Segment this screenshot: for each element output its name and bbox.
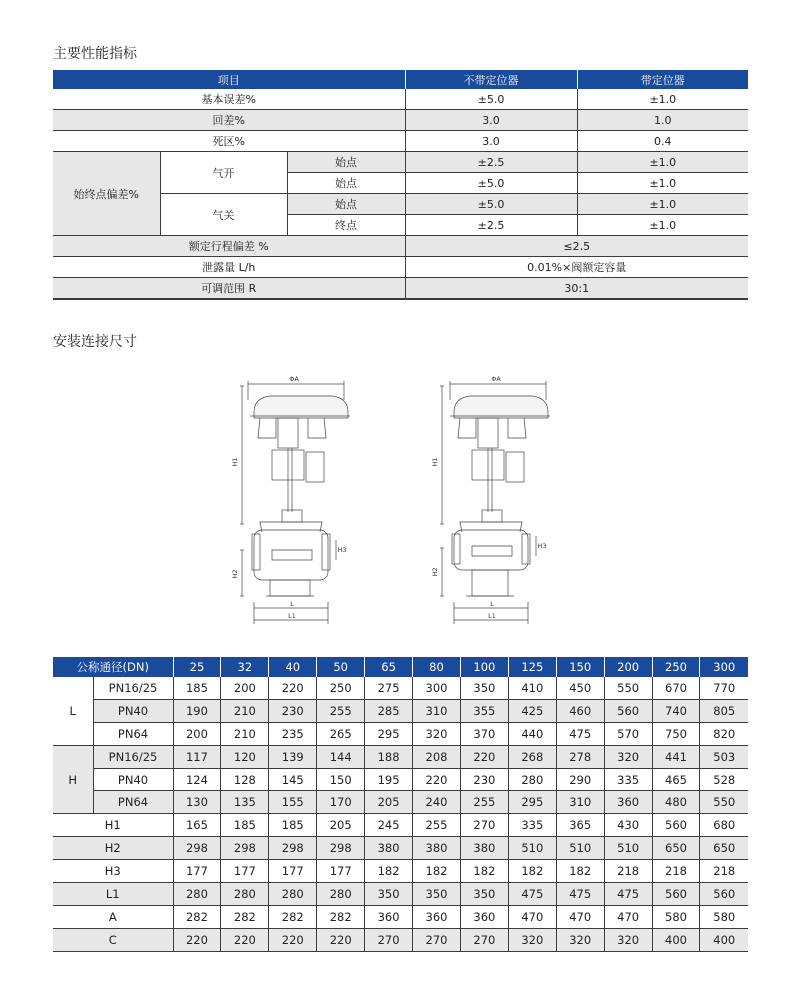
value-cell: 298 — [221, 837, 269, 860]
row-label: PN16/25 — [93, 745, 173, 768]
value-cell: 270 — [365, 928, 413, 951]
value-cell: 560 — [652, 814, 700, 837]
value-cell: 320 — [604, 745, 652, 768]
value-cell: 185 — [269, 814, 317, 837]
row-label: H2 — [53, 837, 173, 860]
table-row — [53, 722, 748, 745]
row-label: 终点 — [287, 215, 405, 236]
table-row — [53, 837, 748, 860]
value-cell: 3.0 — [405, 110, 577, 131]
value-cell: 580 — [652, 905, 700, 928]
value-cell: 280 — [269, 883, 317, 906]
l1-label: L1 — [288, 612, 296, 620]
value-cell: 220 — [173, 928, 221, 951]
value-cell: 350 — [460, 883, 508, 906]
value-cell: 310 — [556, 791, 604, 814]
value-cell: 210 — [221, 722, 269, 745]
value-cell: 220 — [317, 928, 365, 951]
value-cell: ±2.5 — [405, 152, 577, 173]
value-cell: 290 — [556, 768, 604, 791]
value-cell: 282 — [317, 905, 365, 928]
value-cell: 470 — [508, 905, 556, 928]
h1-label: H1 — [431, 457, 439, 467]
value-cell: ±1.0 — [577, 215, 748, 236]
value-cell: 270 — [460, 814, 508, 837]
table-row — [53, 814, 748, 837]
value-cell: 30:1 — [405, 278, 748, 300]
value-cell: 230 — [269, 699, 317, 722]
value-cell: 510 — [556, 837, 604, 860]
value-cell: 218 — [700, 860, 748, 883]
value-cell: 805 — [700, 699, 748, 722]
row-label: 死区% — [53, 131, 405, 152]
value-cell: 320 — [604, 928, 652, 951]
value-cell: 220 — [221, 928, 269, 951]
row-label: 额定行程偏差 % — [53, 236, 405, 257]
value-cell: 3.0 — [405, 131, 577, 152]
value-cell: 560 — [604, 699, 652, 722]
value-cell: 380 — [365, 837, 413, 860]
value-cell: 128 — [221, 768, 269, 791]
dn-cell: 250 — [652, 657, 700, 677]
dn-cell: 200 — [604, 657, 652, 677]
value-cell: 570 — [604, 722, 652, 745]
value-cell: 170 — [317, 791, 365, 814]
value-cell: 510 — [604, 837, 652, 860]
value-cell: 320 — [508, 928, 556, 951]
value-cell: 200 — [173, 722, 221, 745]
value-cell: 177 — [269, 860, 317, 883]
value-cell: 425 — [508, 699, 556, 722]
table-row — [53, 928, 748, 951]
value-cell: 670 — [652, 677, 700, 699]
value-cell: 135 — [221, 791, 269, 814]
value-cell: 680 — [700, 814, 748, 837]
value-cell: 0.01%×阀额定容量 — [405, 257, 748, 278]
value-cell: 270 — [413, 928, 461, 951]
value-cell: 750 — [652, 722, 700, 745]
value-cell: 770 — [700, 677, 748, 699]
value-cell: 320 — [413, 722, 461, 745]
value-cell: 282 — [221, 905, 269, 928]
value-cell: 280 — [173, 883, 221, 906]
value-cell: ±1.0 — [577, 89, 748, 110]
value-cell: 185 — [173, 677, 221, 699]
value-cell: 265 — [317, 722, 365, 745]
dn-cell: 150 — [556, 657, 604, 677]
value-cell: 205 — [317, 814, 365, 837]
value-cell: 550 — [700, 791, 748, 814]
value-cell: 560 — [652, 883, 700, 906]
value-cell: 465 — [652, 768, 700, 791]
row-label: PN64 — [93, 722, 173, 745]
value-cell: 298 — [173, 837, 221, 860]
value-cell: 124 — [173, 768, 221, 791]
dimensions-header-row — [53, 657, 748, 677]
value-cell: 285 — [365, 699, 413, 722]
value-cell: 182 — [460, 860, 508, 883]
value-cell: 380 — [460, 837, 508, 860]
subgroup-air-close: 气关 — [160, 194, 287, 236]
value-cell: 218 — [604, 860, 652, 883]
value-cell: ≤2.5 — [405, 236, 748, 257]
value-cell: ±5.0 — [405, 194, 577, 215]
value-cell: ±1.0 — [577, 173, 748, 194]
value-cell: 280 — [317, 883, 365, 906]
value-cell: 360 — [413, 905, 461, 928]
subgroup-air-open: 气开 — [160, 152, 287, 194]
value-cell: 255 — [460, 791, 508, 814]
value-cell: 235 — [269, 722, 317, 745]
value-cell: 650 — [700, 837, 748, 860]
value-cell: 210 — [221, 699, 269, 722]
value-cell: 240 — [413, 791, 461, 814]
dn-cell: 32 — [221, 657, 269, 677]
value-cell: 470 — [604, 905, 652, 928]
table-row — [53, 131, 748, 152]
value-cell: 200 — [221, 677, 269, 699]
value-cell: 195 — [365, 768, 413, 791]
value-cell: 440 — [508, 722, 556, 745]
header-item: 项目 — [53, 70, 405, 89]
value-cell: 155 — [269, 791, 317, 814]
h2-label: H2 — [231, 569, 239, 579]
l1-label: L1 — [488, 612, 496, 620]
table-row — [53, 236, 748, 257]
value-cell: 350 — [413, 883, 461, 906]
value-cell: 0.4 — [577, 131, 748, 152]
l-label: L — [490, 600, 494, 608]
value-cell: 360 — [365, 905, 413, 928]
value-cell: 820 — [700, 722, 748, 745]
performance-header-row — [53, 70, 748, 89]
value-cell: 370 — [460, 722, 508, 745]
value-cell: 355 — [460, 699, 508, 722]
value-cell: 475 — [508, 883, 556, 906]
value-cell: 190 — [173, 699, 221, 722]
group-label-l: L — [53, 677, 93, 745]
value-cell: 220 — [269, 928, 317, 951]
value-cell: 245 — [365, 814, 413, 837]
row-label: A — [53, 905, 173, 928]
performance-table — [53, 70, 748, 300]
dimensions-table — [53, 657, 748, 952]
value-cell: 410 — [508, 677, 556, 699]
value-cell: ±1.0 — [577, 152, 748, 173]
table-row — [53, 699, 748, 722]
table-row — [53, 677, 748, 699]
section-title-installation: 安装连接尺寸 — [53, 334, 137, 350]
value-cell: 1.0 — [577, 110, 748, 131]
value-cell: 255 — [413, 814, 461, 837]
value-cell: 475 — [556, 883, 604, 906]
dn-cell: 125 — [508, 657, 556, 677]
row-label: 始点 — [287, 152, 405, 173]
row-label: PN64 — [93, 791, 173, 814]
value-cell: 350 — [365, 883, 413, 906]
value-cell: 350 — [460, 677, 508, 699]
value-cell: 177 — [221, 860, 269, 883]
h3-label: H3 — [537, 542, 547, 550]
h1-label: H1 — [231, 457, 239, 467]
value-cell: 450 — [556, 677, 604, 699]
value-cell: 300 — [413, 677, 461, 699]
value-cell: 230 — [460, 768, 508, 791]
header-with-positioner: 带定位器 — [577, 70, 748, 89]
value-cell: 278 — [556, 745, 604, 768]
value-cell: 528 — [700, 768, 748, 791]
value-cell: ±2.5 — [405, 215, 577, 236]
row-label: L1 — [53, 883, 173, 906]
value-cell: 360 — [604, 791, 652, 814]
value-cell: 255 — [317, 699, 365, 722]
value-cell: 185 — [221, 814, 269, 837]
value-cell: 282 — [269, 905, 317, 928]
value-cell: 177 — [317, 860, 365, 883]
value-cell: 295 — [365, 722, 413, 745]
row-label: 始点 — [287, 173, 405, 194]
h2-label: H2 — [431, 567, 439, 577]
row-label: 回差% — [53, 110, 405, 131]
row-label: PN40 — [93, 699, 173, 722]
value-cell: 298 — [269, 837, 317, 860]
value-cell: 365 — [556, 814, 604, 837]
value-cell: 335 — [508, 814, 556, 837]
row-label: H3 — [53, 860, 173, 883]
dn-cell: 80 — [413, 657, 461, 677]
table-row — [53, 110, 748, 131]
value-cell: 145 — [269, 768, 317, 791]
table-row — [53, 152, 748, 173]
dn-cell: 40 — [269, 657, 317, 677]
value-cell: 580 — [700, 905, 748, 928]
row-label: 可调范围 R — [53, 278, 405, 300]
value-cell: 475 — [604, 883, 652, 906]
value-cell: 218 — [652, 860, 700, 883]
dn-cell: 65 — [365, 657, 413, 677]
value-cell: 182 — [413, 860, 461, 883]
value-cell: 441 — [652, 745, 700, 768]
value-cell: ±5.0 — [405, 173, 577, 194]
value-cell: 560 — [700, 883, 748, 906]
table-row — [53, 883, 748, 906]
value-cell: 503 — [700, 745, 748, 768]
value-cell: 360 — [460, 905, 508, 928]
value-cell: 275 — [365, 677, 413, 699]
table-row — [53, 89, 748, 110]
value-cell: 280 — [508, 768, 556, 791]
value-cell: 470 — [556, 905, 604, 928]
value-cell: 150 — [317, 768, 365, 791]
dn-cell: 100 — [460, 657, 508, 677]
row-label: 始点 — [287, 194, 405, 215]
value-cell: 282 — [173, 905, 221, 928]
value-cell: 165 — [173, 814, 221, 837]
group-label-h: H — [53, 745, 93, 814]
value-cell: 182 — [508, 860, 556, 883]
dn-cell: 25 — [173, 657, 221, 677]
value-cell: 220 — [460, 745, 508, 768]
header-without-positioner: 不带定位器 — [405, 70, 577, 89]
group-label-endpoint: 始终点偏差% — [53, 152, 160, 236]
section-title-performance: 主要性能指标 — [53, 46, 137, 62]
h3-label: H3 — [337, 546, 347, 554]
table-row — [53, 905, 748, 928]
value-cell: 139 — [269, 745, 317, 768]
table-row — [53, 745, 748, 768]
table-row — [53, 791, 748, 814]
valve-drawing-b — [432, 372, 557, 630]
dn-cell: 300 — [700, 657, 748, 677]
value-cell: 460 — [556, 699, 604, 722]
value-cell: ±5.0 — [405, 89, 577, 110]
value-cell: 220 — [269, 677, 317, 699]
value-cell: 182 — [556, 860, 604, 883]
dn-cell: 50 — [317, 657, 365, 677]
row-label: H1 — [53, 814, 173, 837]
value-cell: 740 — [652, 699, 700, 722]
value-cell: 510 — [508, 837, 556, 860]
value-cell: 400 — [652, 928, 700, 951]
value-cell: 120 — [221, 745, 269, 768]
value-cell: 295 — [508, 791, 556, 814]
value-cell: 280 — [221, 883, 269, 906]
row-label: PN40 — [93, 768, 173, 791]
value-cell: 380 — [413, 837, 461, 860]
table-row — [53, 257, 748, 278]
value-cell: ±1.0 — [577, 194, 748, 215]
value-cell: 335 — [604, 768, 652, 791]
table-row — [53, 860, 748, 883]
value-cell: 208 — [413, 745, 461, 768]
value-cell: 250 — [317, 677, 365, 699]
value-cell: 430 — [604, 814, 652, 837]
value-cell: 650 — [652, 837, 700, 860]
value-cell: 320 — [556, 928, 604, 951]
row-label: PN16/25 — [93, 677, 173, 699]
phi-a-label: ΦA — [289, 375, 299, 383]
value-cell: 475 — [556, 722, 604, 745]
value-cell: 130 — [173, 791, 221, 814]
value-cell: 182 — [365, 860, 413, 883]
value-cell: 310 — [413, 699, 461, 722]
value-cell: 144 — [317, 745, 365, 768]
table-row — [53, 278, 748, 300]
value-cell: 188 — [365, 745, 413, 768]
value-cell: 205 — [365, 791, 413, 814]
table-row — [53, 768, 748, 791]
row-label: C — [53, 928, 173, 951]
row-label: 基本误差% — [53, 89, 405, 110]
row-label: 泄露量 L/h — [53, 257, 405, 278]
value-cell: 220 — [413, 768, 461, 791]
value-cell: 480 — [652, 791, 700, 814]
phi-a-label: ΦA — [491, 375, 501, 383]
value-cell: 177 — [173, 860, 221, 883]
value-cell: 117 — [173, 745, 221, 768]
value-cell: 400 — [700, 928, 748, 951]
value-cell: 550 — [604, 677, 652, 699]
header-dn: 公称通径(DN) — [53, 657, 173, 677]
value-cell: 268 — [508, 745, 556, 768]
value-cell: 298 — [317, 837, 365, 860]
value-cell: 270 — [460, 928, 508, 951]
valve-drawing-a — [232, 372, 357, 630]
l-label: L — [290, 600, 294, 608]
